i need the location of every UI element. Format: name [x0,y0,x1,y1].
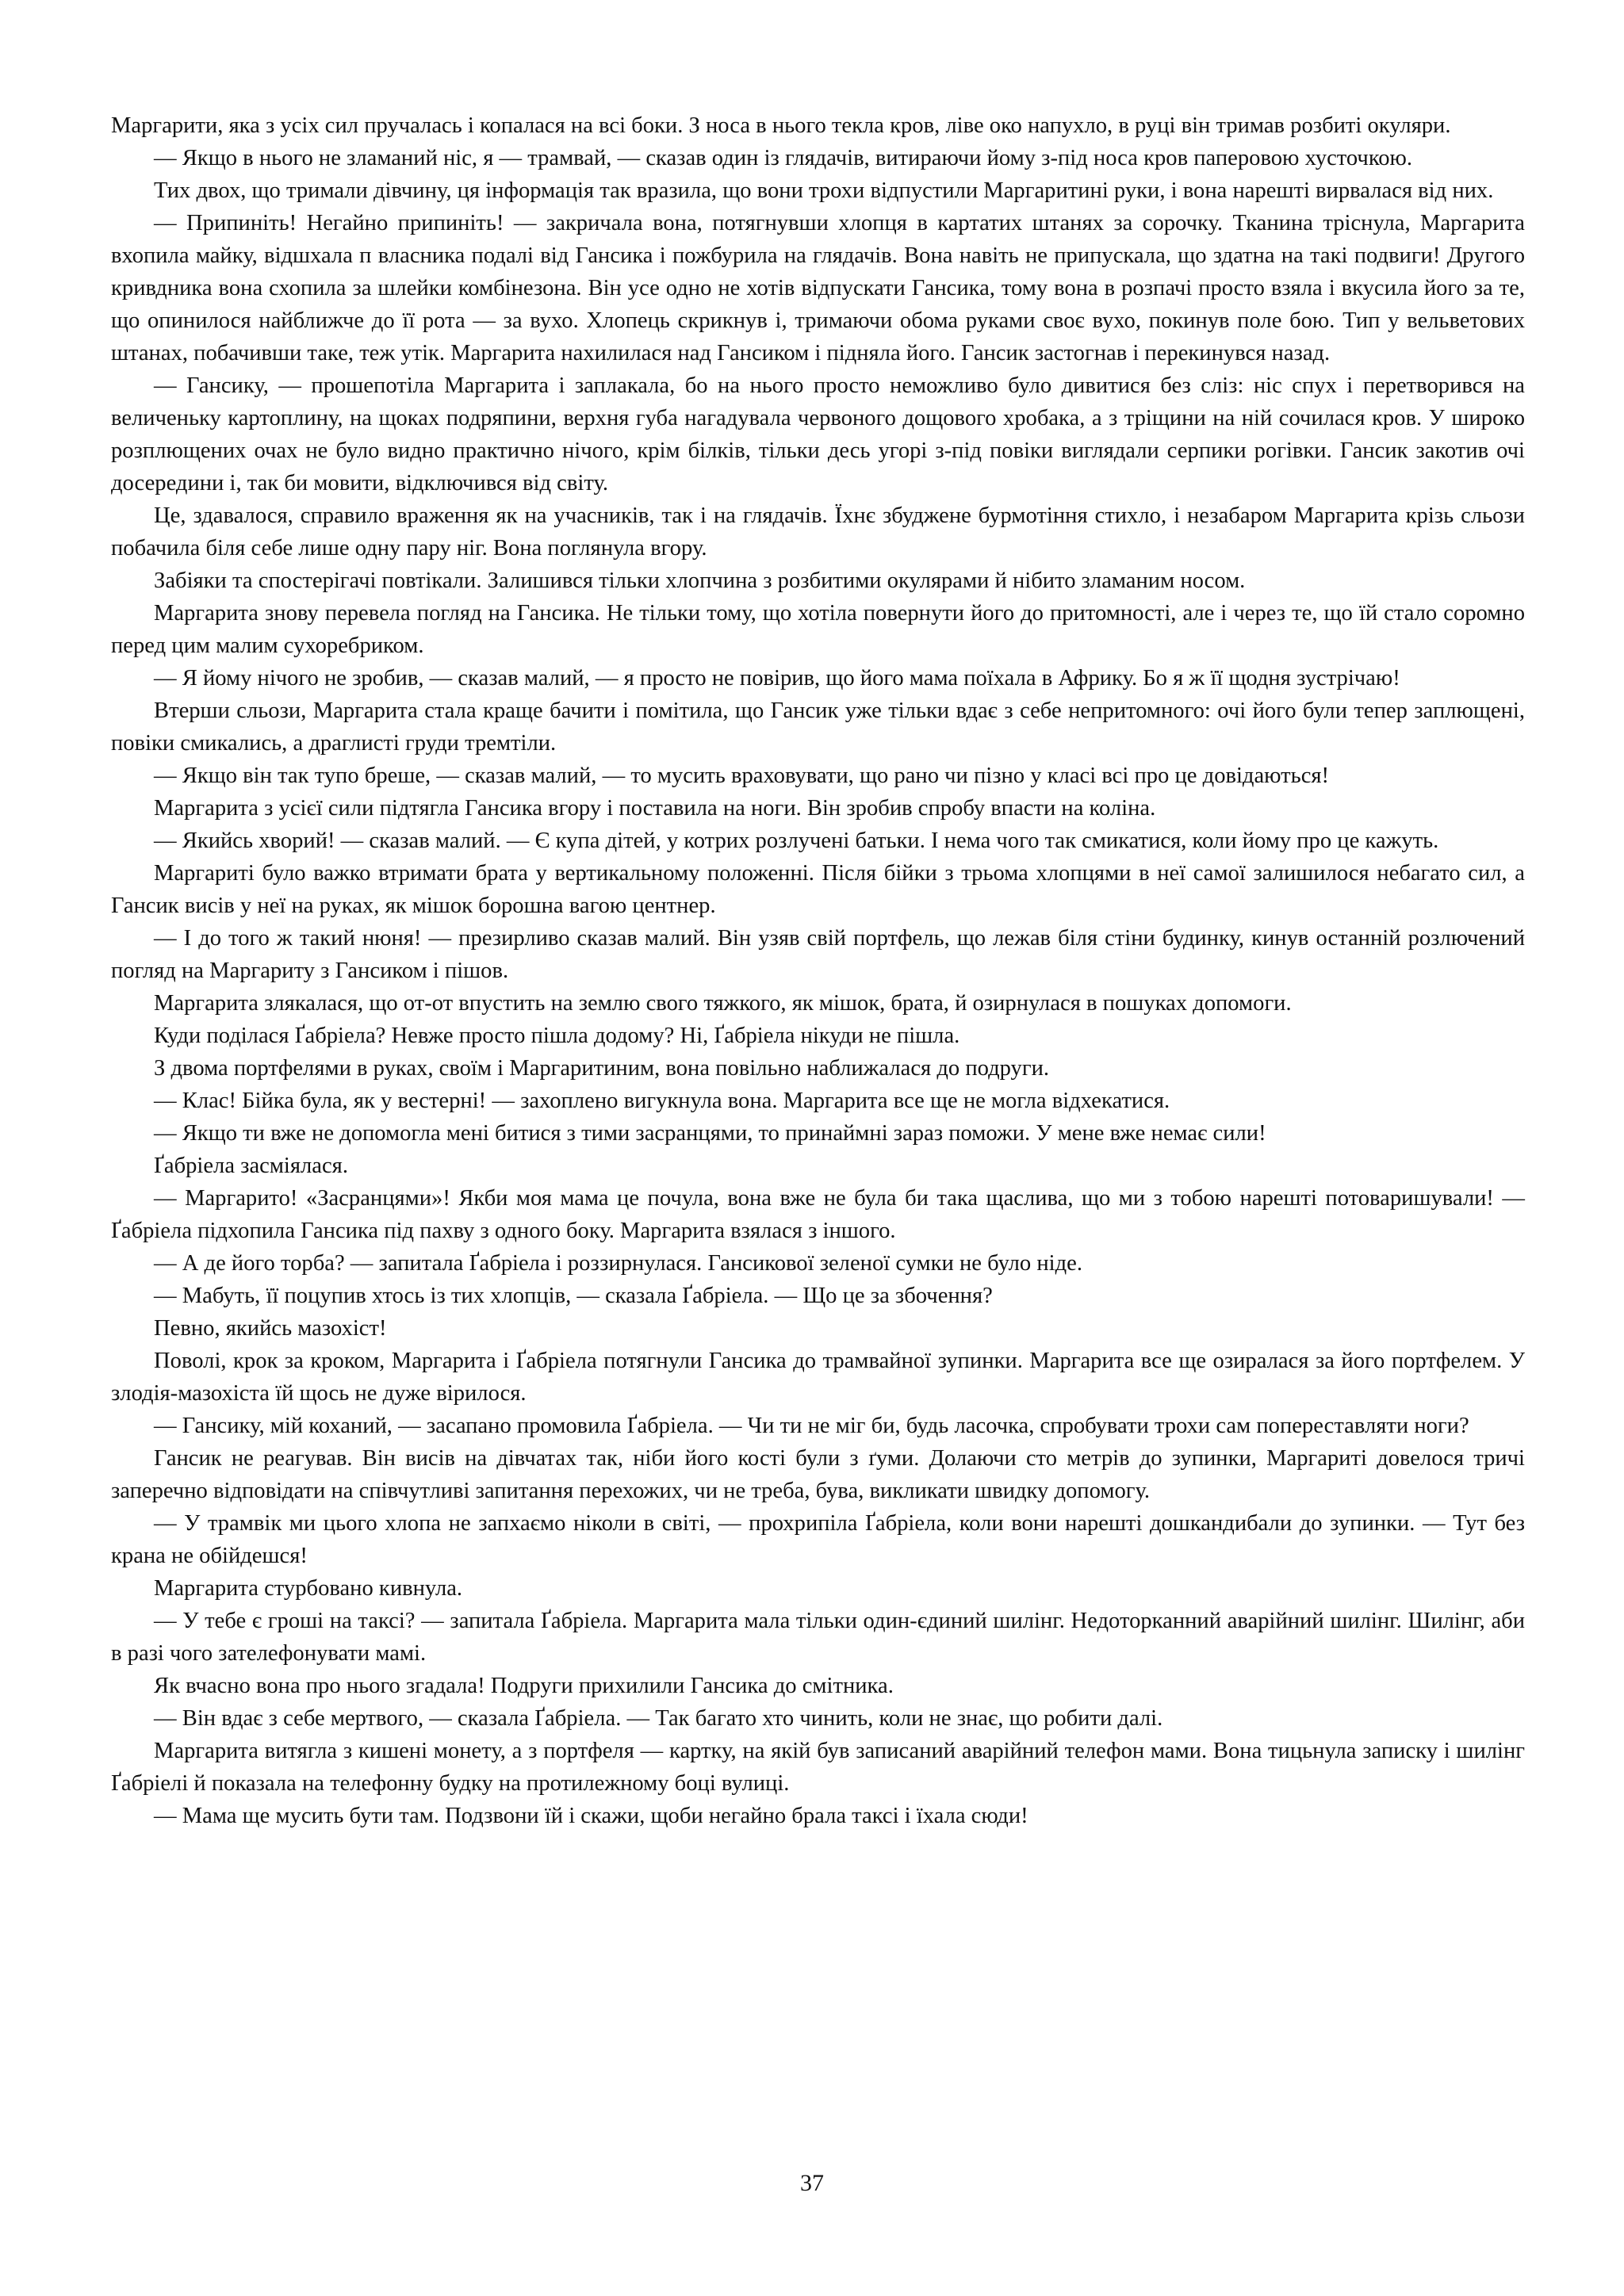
paragraph: — Мама ще мусить бути там. Подзвони їй і скажи, щоби негайно брала таксі і їхала сюди! [154,1804,1028,1828]
page-number: 37 [800,2170,824,2196]
paragraph: Гансик не реагував. Він висів на дівчатах так, ніби його кості були з ґуми. Долаючи сто метрів до зупинки, Маргариті довелося тричі заперечно відповідати на співчутливі запитання перехожих, чи не треба, бува, викликати швидку допомогу. [111,1446,1525,1503]
paragraph: — Гансику, мій коханий, — засапано промовила Ґабріела. — Чи ти не міг би, будь ласочка, спробувати трохи сам попереставляти ноги? [154,1414,1469,1438]
paragraph: Певно, якийсь мазохіст! [154,1316,387,1341]
paragraph: — І до того ж такий нюня! — презирливо сказав малий. Він узяв свій портфель, що лежав біля стіни будинку, кинув останній розлючений погляд на Маргариту з Гансиком і пішов. [111,926,1525,983]
paragraph: Куди поділася Ґабріела? Невже просто пішла додому? Ні, Ґабріела нікуди не пішла. [154,1024,960,1048]
paragraph: Ґабріела засміялася. [154,1154,348,1178]
paragraph: Забіяки та спостерігачі повтікали. Залишився тільки хлопчина з розбитими окулярами й нібито зламаним носом. [154,568,1246,593]
paragraph: — Мабуть, її поцупив хтось із тих хлопців, — сказала Ґабріела. — Що це за збочення? [154,1284,993,1308]
paragraph: Маргарити, яка з усіх сил пручалась і копалася на всі боки. З носа в нього текла кров, ліве око напухло, в руці він тримав розбиті окуляри. [111,113,1451,138]
paragraph: Втерши сльози, Маргарита стала краще бачити і помітила, що Гансик уже тільки вдає з себе непритомного: очі його були тепер заплющені, повіки смикались, а драглисті груди тремтіли. [111,698,1525,756]
paragraph: Маргарита злякалася, що от-от впустить на землю свого тяжкого, як мішок, брата, й озирнулася в пошуках допомоги. [154,991,1292,1016]
paragraph: Як вчасно вона про нього згадала! Подруги прихилили Гансика до смітника. [154,1674,894,1698]
paragraph: Поволі, крок за кроком, Маргарита і Ґабріела потягнули Гансика до трамвайної зупинки. Маргарита все ще озиралася за його портфелем. У злодія-мазохіста їй щось не дуже вірилося. [111,1349,1525,1406]
paragraph: — А де його торба? — запитала Ґабріела і роззирнулася. Гансикової зеленої сумки не було ніде. [154,1251,1082,1276]
paragraph: — Якщо в нього не зламаний ніс, я — трамвай, — сказав один із глядачів, витираючи йому з-під носа кров паперовою хусточкою. [154,146,1413,170]
paragraph: — У тебе є гроші на таксі? — запитала Ґабріела. Маргарита мала тільки один-єдиний шилінг. Недоторканний аварійний шилінг. Шилінг, аби в разі чого зателефонувати мамі. [111,1609,1525,1666]
paragraph: — Маргарито! «Засранцями»! Якби моя мама це почула, вона вже не була би така щаслива, що ми з тобою нарешті потоваришували! — Ґабріела підхопила Гансика під пахву з одного боку. Маргарита взялася з іншого. [111,1186,1525,1243]
paragraph: — Я йому нічого не зробив, — сказав малий, — я просто не повірив, що його мама поїхала в Африку. Бо я ж її щодня зустрічаю! [154,666,1400,691]
paragraph: Тих двох, що тримали дівчину, ця інформація так вразила, що вони трохи відпустили Маргаритині руки, і вона нарешті вирвалася від них. [154,178,1494,203]
paragraph: Маргариті було важко втримати брата у вертикальному положенні. Після бійки з трьома хлопцями в неї самої залишилося небагато сил, а Гансик висів у неї на руках, як мішок борошна вагою центнер. [111,861,1525,918]
paragraph: — Якийсь хворий! — сказав малий. — Є купа дітей, у котрих розлучені батьки. І нема чого так смикатися, коли йому про це кажуть. [154,828,1439,853]
paragraph: Маргарита витягла з кишені монету, а з портфеля — картку, на якій був записаний аварійний телефон мами. Вона тицьнула записку і шилінг Ґабріелі й показала на телефонну будку на протилежному боці вулиці. [111,1739,1525,1796]
paragraph: — Він вдає з себе мертвого, — сказала Ґабріела. — Так багато хто чинить, коли не знає, що робити далі. [154,1706,1163,1731]
paragraph: Маргарита з усієї сили підтягла Гансика вгору і поставила на ноги. Він зробив спробу впасти на коліна. [154,796,1156,821]
paragraph: — У трамвік ми цього хлопа не запхаємо ніколи в світі, — прохрипіла Ґабріела, коли вони нарешті дошкандибали до зупинки. — Тут без крана не обійдешся! [111,1511,1525,1568]
paragraph: З двома портфелями в руках, своїм і Маргаритиним, вона повільно наближалася до подруги. [154,1056,1050,1081]
paragraph: Маргарита знову перевела погляд на Гансика. Не тільки тому, що хотіла повернути його до притомності, але і через те, що їй стало соромно перед цим малим сухоребриком. [111,601,1525,658]
paragraph: — Якщо він так тупо бреше, — сказав малий, — то мусить враховувати, що рано чи пізно у класі всі про це довідаються! [154,763,1330,788]
paragraph: — Якщо ти вже не допомогла мені битися з тими засранцями, то принаймні зараз поможи. У мене вже немає сили! [154,1121,1266,1146]
paragraph: — Клас! Бійка була, як у вестерні! — захоплено вигукнула вона. Маргарита все ще не могла відхекатися. [154,1089,1170,1113]
paragraph: — Гансику, — прошепотіла Маргарита і заплакала, бо на нього просто неможливо було дивитися без сліз: ніс спух і перетворився на величеньку картоплину, на щоках подряпини, верхня губа нагадувала червоного дощового хробака, а з тріщини на ній сочилася кров. У широко розплющених очах не було видно практично нічого, крім білків, тільки десь угорі з-під повіки виглядали серпики рогівки. Гансик закотив очі досередини і, так би мовити, відключився від світу. [111,373,1525,496]
paragraph: Маргарита стурбовано кивнула. [154,1576,463,1601]
paragraph: — Припиніть! Негайно припиніть! — закричала вона, потягнувши хлопця в картатих штанях за сорочку. Тканина тріснула, Маргарита вхопила майку, відшхала п власника подалі від Гансика і пожбурила на глядачів. Вона навіть не припускала, що здатна на такі подвиги! Другого кривдника вона схопила за шлейки комбінезона. Він усе одно не хотів відпускати Гансика, тому вона в розпачі просто взяла і вкусила його за те, що опинилося найближче до її рота — за вухо. Хлопець скрикнув і, тримаючи обома руками своє вухо, покинув поле бою. Тип у вельветових штанах, побачивши таке, теж утік. Маргарита нахилилася над Гансиком і підняла його. Гансик застогнав і перекинувся назад. [111,211,1525,365]
page-body [111,109,1525,1832]
paragraph: Це, здавалося, справило враження як на учасників, так і на глядачів. Їхнє збуджене бурмотіння стихло, і незабаром Маргарита крізь сльози побачила біля себе лише одну пару ніг. Вона поглянула вгору. [111,503,1525,561]
